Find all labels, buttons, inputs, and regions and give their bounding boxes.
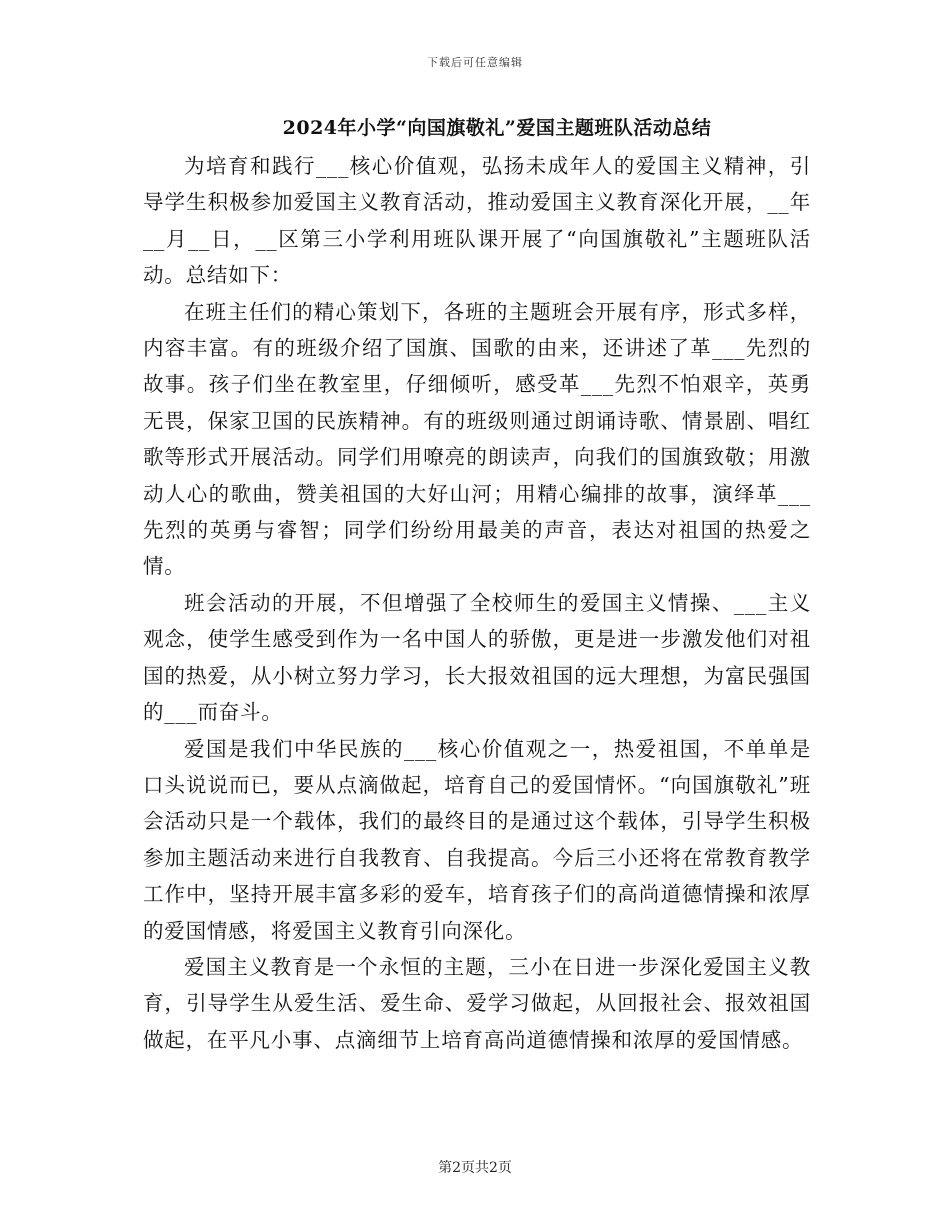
paragraph: 爱国主义教育是一个永恒的主题，三小在日进一步深化爱国主义教育，引导学生从爱生活、爱生命、爱学习做起，从回报社会、报效祖国做起，在平凡小事、点滴细节上培育高尚道德情操和浓厚的爱国情感。 xyxy=(143,954,811,1052)
paragraph: 班会活动的开展，不但增强了全校师生的爱国主义情操、___主义观念，使学生感受到作为一名中国人的骄傲，更是进一步激发他们对祖国的热爱，从小树立努力学习，长大报效祖国的远大理想，为富民强国的___而奋斗。 xyxy=(143,590,811,725)
paragraph: 在班主任们的精心策划下，各班的主题班会开展有序，形式多样，内容丰富。有的班级介绍了国旗、国歌的由来，还讲述了革___先烈的故事。孩子们坐在教室里，仔细倾听，感受革___先烈不怕艰辛，英勇无畏，保家卫国的民族精神。有的班级则通过朗诵诗歌、情景剧、唱红歌等形式开展活动。同学们用嘹亮的朗读声，向我们的国旗致敬；用激动人心的歌曲，赞美祖国的大好山河；用精心编排的故事，演绎革___先烈的英勇与睿智；同学们纷纷用最美的声音，表达对祖国的热爱之情。 xyxy=(143,299,811,579)
document-title: 2024年小学“向国旗敬礼”爱国主题班队活动总结 xyxy=(282,117,712,139)
document-body xyxy=(143,112,811,1058)
page-header: 下载后可任意编辑 xyxy=(427,56,523,69)
page-number: 第2页共2页 xyxy=(438,1160,512,1176)
paragraph: 爱国是我们中华民族的___核心价值观之一，热爱祖国，不单单是口头说说而已，要从点滴做起，培育自己的爱国情怀。“向国旗敬礼”班会活动只是一个载体，我们的最终目的是通过这个载体，引导学生积极参加主题活动来进行自我教育、自我提高。今后三小还将在常教育教学工作中，坚持开展丰富多彩的爱车，培育孩子们的高尚道德情操和浓厚的爱国情感，将爱国主义教育引向深化。 xyxy=(143,736,811,943)
paragraph: 为培育和践行___核心价值观，弘扬未成年人的爱国主义精神，引导学生积极参加爱国主义教育活动，推动爱国主义教育深化开展，__年__月__日，__区第三小学利用班队课开展了“向国旗敬礼”主题班队活动。总结如下： xyxy=(143,154,811,288)
